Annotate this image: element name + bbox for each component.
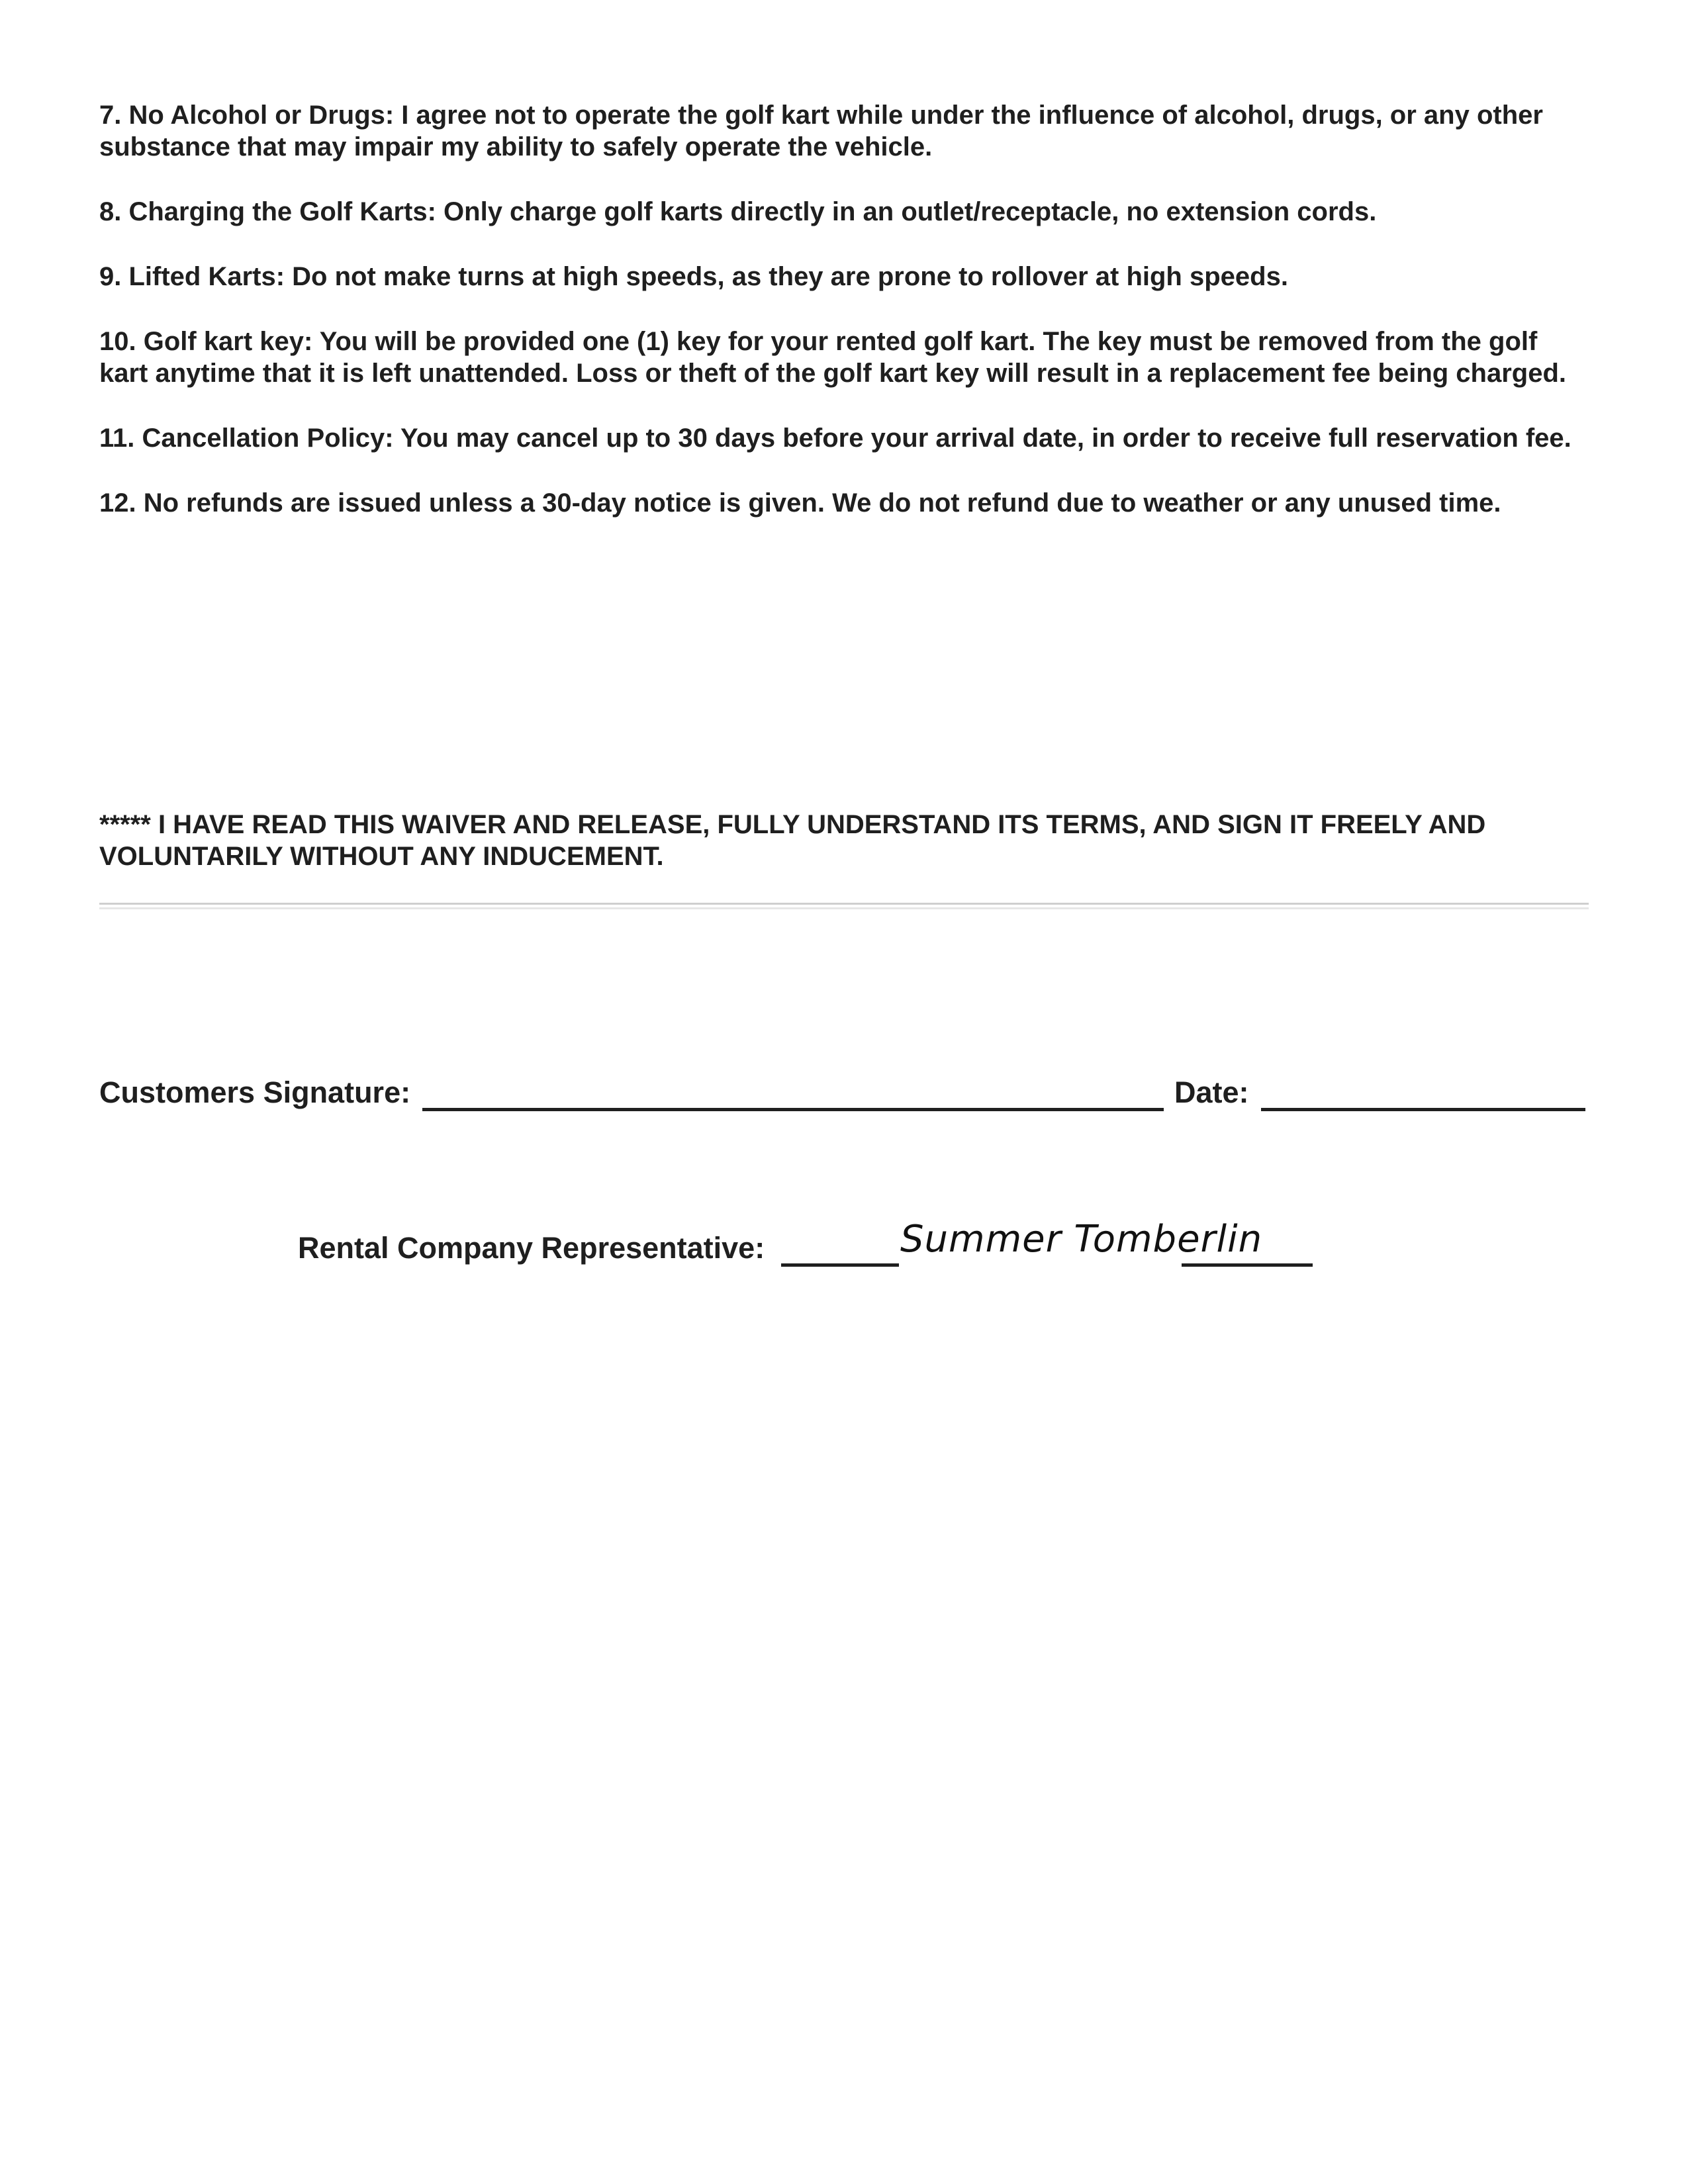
term-8: 8. Charging the Golf Karts: Only charge golf karts directly in an outlet/receptacle, no extension cords.	[99, 197, 1377, 226]
customer-signature-line[interactable]	[422, 1108, 1164, 1111]
date-label: Date:	[1174, 1075, 1249, 1109]
representative-line-right	[1182, 1263, 1313, 1267]
section-divider	[99, 903, 1589, 909]
customer-signature-row	[99, 1075, 1589, 1115]
representative-label: Rental Company Representative:	[298, 1231, 765, 1265]
representative-row	[298, 1218, 1423, 1277]
term-9: 9. Lifted Karts: Do not make turns at high speeds, as they are prone to rollover at high speeds.	[99, 262, 1288, 291]
term-10: 10. Golf kart key: You will be provided one (1) key for your rented golf kart. The key must be removed from the golf kart anytime that it is left unattended. Loss or theft of the golf kart key will result in a replacement fee being charged.	[99, 327, 1567, 388]
term-12: 12. No refunds are issued unless a 30-day notice is given. We do not refund due to weather or any unused time.	[99, 488, 1501, 518]
representative-signature: Summer Tomberlin	[900, 1218, 1263, 1261]
date-line[interactable]	[1261, 1108, 1585, 1111]
term-11: 11. Cancellation Policy: You may cancel up to 30 days before your arrival date, in order to receive full reservation fee.	[99, 424, 1571, 453]
terms-list	[99, 99, 1589, 552]
representative-line-left	[781, 1263, 899, 1267]
acknowledgement-statement: ***** I HAVE READ THIS WAIVER AND RELEASE, FULLY UNDERSTAND ITS TERMS, AND SIGN IT FREELY AND VOLUNTARILY WITHOUT ANY INDUCEMENT.	[99, 810, 1486, 871]
term-7: 7. No Alcohol or Drugs: I agree not to operate the golf kart while under the influence of alcohol, drugs, or any other substance that may impair my ability to safely operate the vehicle.	[99, 101, 1543, 161]
customer-signature-label: Customers Signature:	[99, 1075, 411, 1109]
